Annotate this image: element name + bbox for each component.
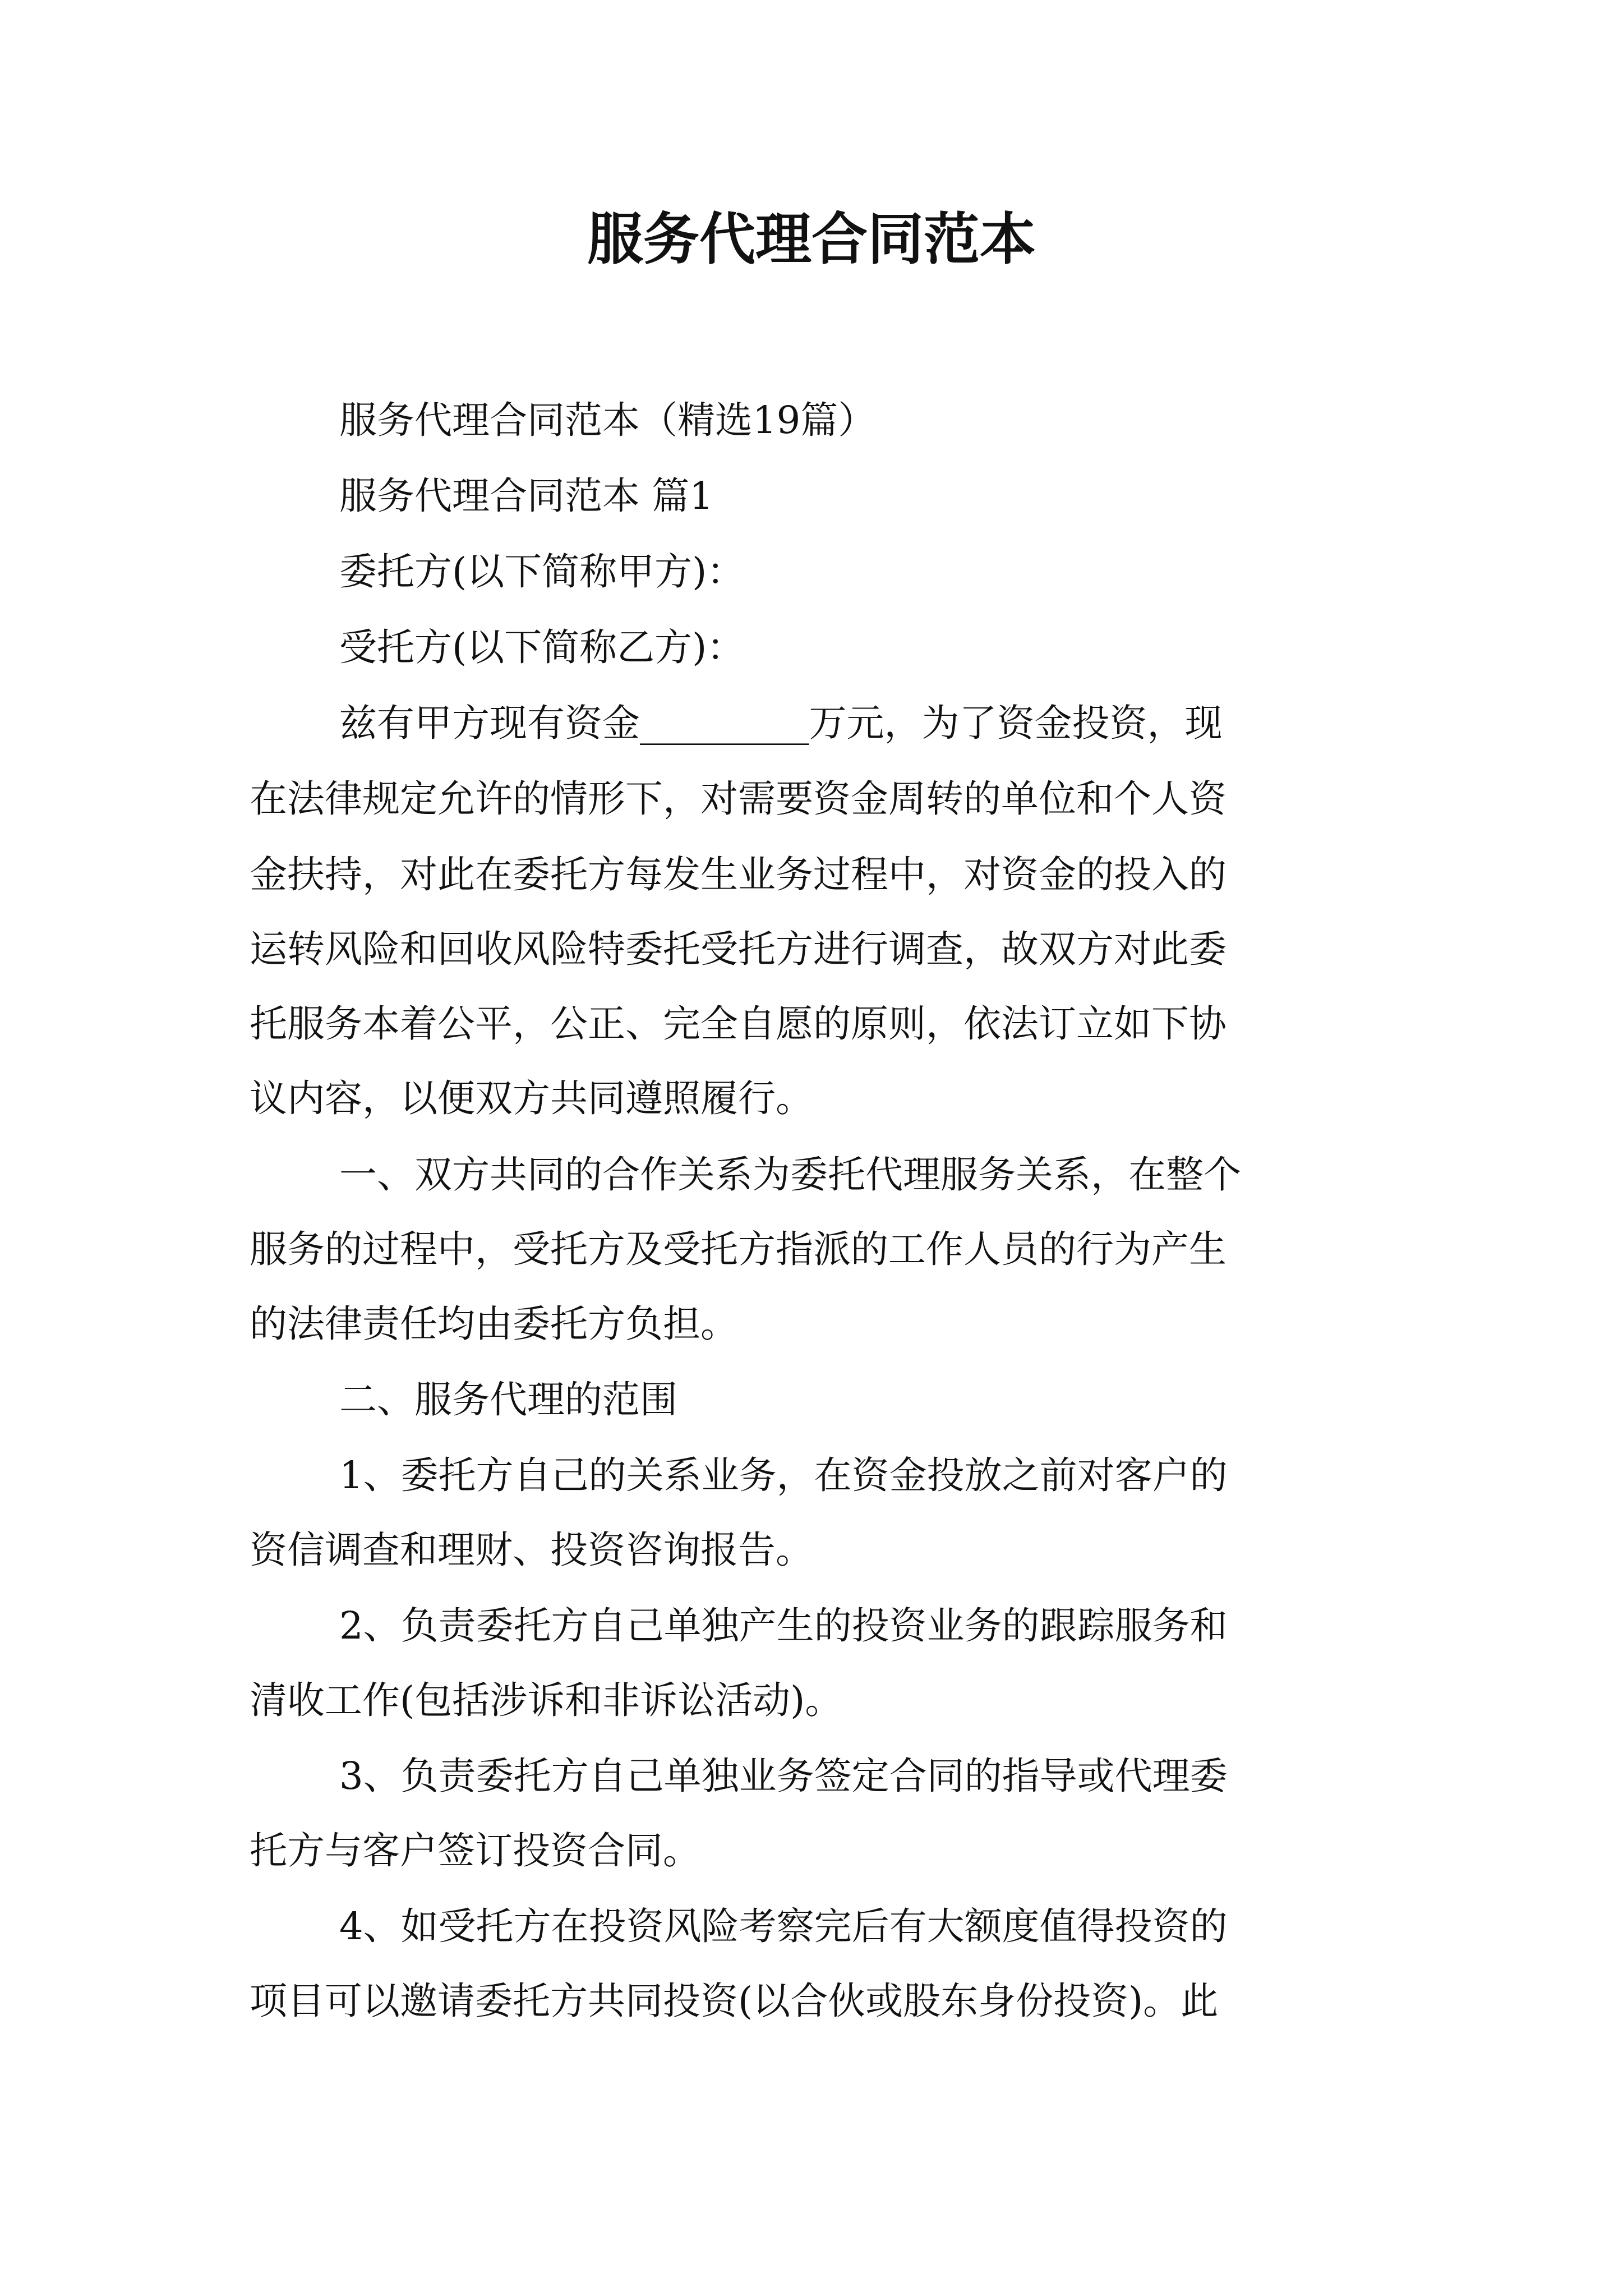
party-a-line: 委托方(以下简称甲方)： [339,550,745,593]
body-line: 在法律规定允许的情形下，对需要资金周转的单位和个人资 [250,777,1227,821]
body-line: 资信调查和理财、投资咨询报告。 [250,1528,813,1572]
clause-heading: 二、服务代理的范围 [339,1378,677,1421]
body-line: 托服务本着公平，公正、完全自愿的原则，依法订立如下协 [250,1002,1227,1046]
body-line: 运转风险和回收风险特委托受托方进行调查，故双方对此委 [250,927,1227,971]
section-heading: 服务代理合同范本 篇1 [339,474,713,518]
document-title: 服务代理合同范本 [587,206,1036,272]
body-line: 服务的过程中，受托方及受托方指派的工作人员的行为产生 [250,1227,1227,1271]
body-line: 金扶持，对此在委托方每发生业务过程中，对资金的投入的 [250,853,1227,896]
body-line: 项目可以邀请委托方共同投资(以合伙或股东身份投资)。此 [250,1979,1219,2023]
body-line: 托方与客户签订投资合同。 [250,1829,700,1872]
body-line: 兹有甲方现有资金_________万元，为了资金投资，现 [339,701,1223,745]
body-line: 3、负责委托方自己单独业务签定合同的指导或代理委 [339,1754,1228,1798]
body-line: 议内容，以便双方共同遵照履行。 [250,1076,813,1120]
body-line: 一、双方共同的合作关系为委托代理服务关系，在整个 [339,1153,1241,1197]
body-line: 的法律责任均由委托方负担。 [250,1302,738,1346]
body-line: 清收工作(包括涉诉和非诉讼活动)。 [250,1678,843,1722]
body-line: 1、委托方自己的关系业务，在资金投放之前对客户的 [339,1453,1228,1497]
body-line: 2、负责委托方自己单独产生的投资业务的跟踪服务和 [339,1604,1228,1648]
body-line: 4、如受托方在投资风险考察完后有大额度值得投资的 [339,1904,1228,1948]
document-subtitle: 服务代理合同范本（精选19篇） [339,398,876,442]
party-b-line: 受托方(以下简称乙方)： [339,625,745,669]
